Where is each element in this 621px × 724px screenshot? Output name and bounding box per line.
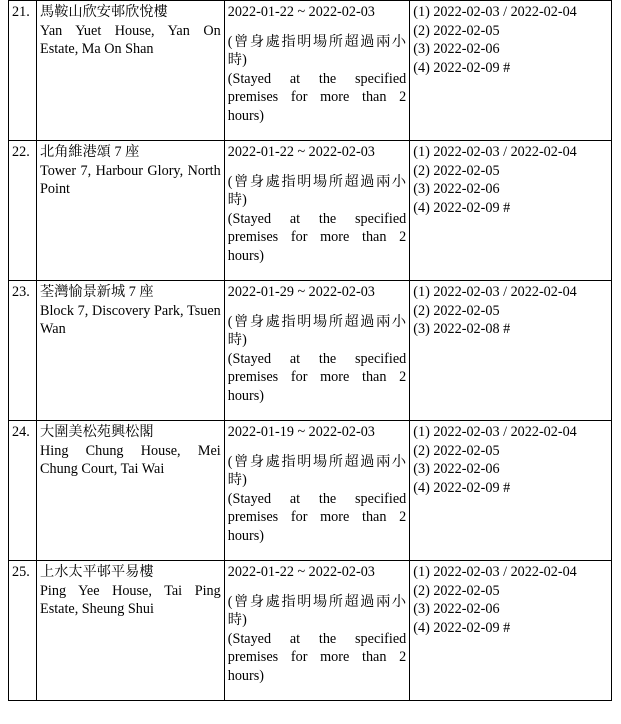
test-dates-cell [410,281,612,421]
test-date: (4) 2022-02-09 # [413,199,511,216]
address-english: Tower 7, Harbour Glory, North Point [40,162,221,197]
date-range: 2022-01-29 ~ 2022-02-03 [227,284,375,300]
test-date: (4) 2022-02-09 # [413,619,511,636]
table-row [9,561,612,701]
address-chinese: 大圍美松苑興松閣 [40,424,154,440]
note-english: (Stayed at the specified premises for more than 2 hours) [227,630,407,684]
test-date: (1) 2022-02-03 / 2022-02-04 [413,284,577,300]
row-number: 21. [9,1,37,141]
address-chinese: 荃灣愉景新城 7 座 [40,284,154,300]
address-cell [37,421,225,561]
note-english: (Stayed at the specified premises for more than 2 hours) [227,350,407,404]
date-range: 2022-01-22 ~ 2022-02-03 [227,564,375,580]
address-chinese: 上水太平邨平易樓 [40,564,154,580]
test-date: (2) 2022-02-05 [413,582,500,599]
address-english: Hing Chung House, Mei Chung Court, Tai Wai [40,442,221,477]
address-english: Yan Yuet House, Yan On Estate, Ma On Shan [40,22,221,57]
date-cell [224,561,410,701]
table-row [9,421,612,561]
table-row [9,281,612,421]
table-row [9,141,612,281]
test-date: (1) 2022-02-03 / 2022-02-04 [413,144,577,160]
test-date: (4) 2022-02-09 # [413,59,511,76]
address-english: Ping Yee House, Tai Ping Estate, Sheung Shui [40,582,221,617]
date-cell [224,281,410,421]
row-number: 25. [9,561,37,701]
address-cell [37,281,225,421]
date-cell [224,141,410,281]
table-row [9,1,612,141]
address-chinese: 北角維港頌 7 座 [40,144,140,160]
test-date: (2) 2022-02-05 [413,442,500,459]
row-number: 23. [9,281,37,421]
premises-table [8,0,612,701]
test-date: (1) 2022-02-03 / 2022-02-04 [413,564,577,580]
test-date: (3) 2022-02-06 [413,41,500,57]
note-english: (Stayed at the specified premises for more than 2 hours) [227,70,407,124]
test-date: (4) 2022-02-09 # [413,479,511,496]
test-date: (2) 2022-02-05 [413,22,500,39]
test-date: (2) 2022-02-05 [413,162,500,179]
address-cell [37,141,225,281]
test-date: (1) 2022-02-03 / 2022-02-04 [413,424,577,440]
date-cell [224,421,410,561]
address-cell [37,1,225,141]
note-chinese: (曾身處指明場所超過兩小時) [227,593,407,628]
test-date: (3) 2022-02-08 # [413,321,511,337]
test-dates-cell [410,1,612,141]
test-date: (1) 2022-02-03 / 2022-02-04 [413,4,577,20]
test-date: (3) 2022-02-06 [413,181,500,197]
test-date: (3) 2022-02-06 [413,601,500,617]
address-cell [37,561,225,701]
note-english: (Stayed at the specified premises for more than 2 hours) [227,490,407,544]
note-chinese: (曾身處指明場所超過兩小時) [227,173,407,208]
test-date: (2) 2022-02-05 [413,302,500,319]
note-chinese: (曾身處指明場所超過兩小時) [227,453,407,488]
test-date: (3) 2022-02-06 [413,461,500,477]
test-dates-cell [410,421,612,561]
note-chinese: (曾身處指明場所超過兩小時) [227,313,407,348]
note-english: (Stayed at the specified premises for more than 2 hours) [227,210,407,264]
date-cell [224,1,410,141]
date-range: 2022-01-22 ~ 2022-02-03 [227,4,375,20]
test-dates-cell [410,141,612,281]
test-dates-cell [410,561,612,701]
address-chinese: 馬鞍山欣安邨欣悅樓 [40,4,168,20]
row-number: 22. [9,141,37,281]
address-english: Block 7, Discovery Park, Tsuen Wan [40,302,221,337]
date-range: 2022-01-19 ~ 2022-02-03 [227,424,375,440]
note-chinese: (曾身處指明場所超過兩小時) [227,33,407,68]
date-range: 2022-01-22 ~ 2022-02-03 [227,144,375,160]
row-number: 24. [9,421,37,561]
